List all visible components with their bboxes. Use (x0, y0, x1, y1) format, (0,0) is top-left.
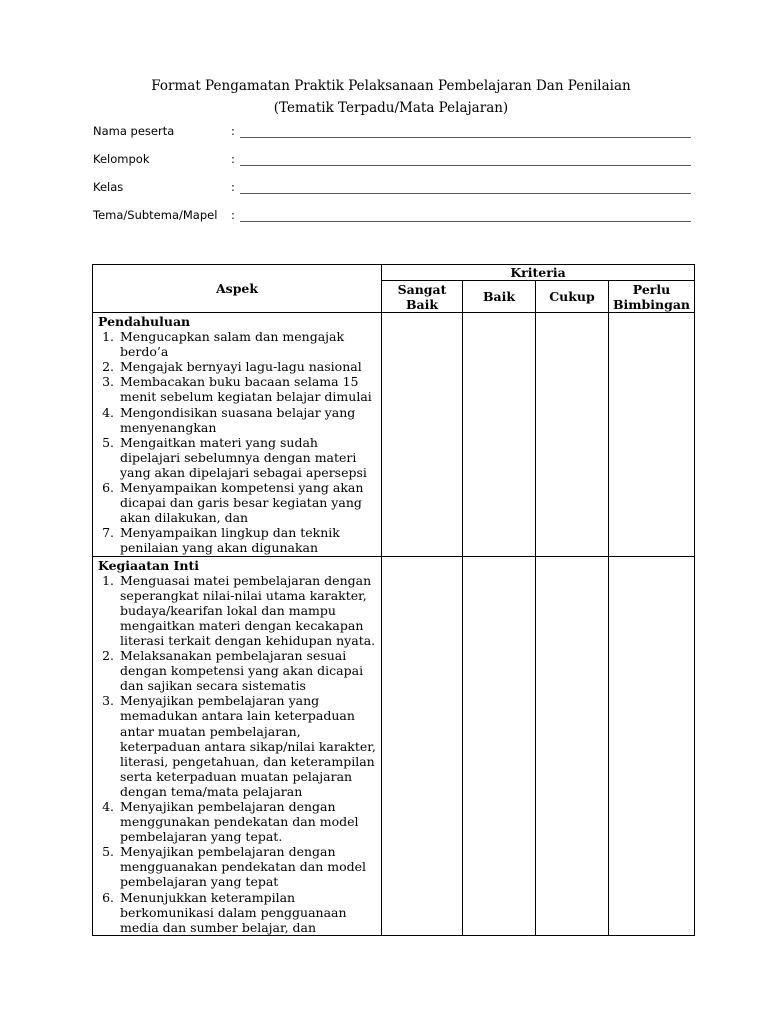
field-kelompok[interactable] (93, 152, 693, 172)
list-item: 6. Menyampaikan kompetensi yang akan dicapai dan garis besar kegiatan yang akan dilakukan, dan (118, 480, 377, 525)
field-colon: : (231, 180, 235, 194)
table-row-kegiatan-inti (93, 556, 695, 935)
table-row-pendahuluan (93, 313, 695, 557)
document-title: Format Pengamatan Praktik Pelaksanaan Pembelajaran Dan Penilaian (151, 78, 631, 94)
aspek-header: Aspek (93, 265, 382, 313)
list-item: 4. Mengondisikan suasana belajar yang menyenangkan (118, 405, 377, 435)
document-subtitle: (Tematik Terpadu/Mata Pelajaran) (273, 100, 509, 116)
observation-table (92, 264, 695, 936)
score-cell-perlu-bimbingan[interactable] (609, 313, 695, 557)
score-cell-cukup[interactable] (536, 313, 609, 557)
field-tema-subtema-mapel[interactable] (93, 208, 693, 228)
section-title: Pendahuluan (98, 314, 191, 329)
score-cell-cukup[interactable] (536, 556, 609, 935)
list-item: 1. Mengucapkan salam dan mengajak berdo’a (118, 329, 377, 359)
score-cell-baik[interactable] (463, 313, 536, 557)
field-kelas[interactable] (93, 180, 693, 200)
field-underline[interactable] (240, 165, 691, 166)
section-title: Kegiaatan Inti (98, 557, 200, 573)
field-nama-peserta[interactable] (93, 124, 693, 144)
list-item: 2. Mengajak bernyayi lagu-lagu nasional (118, 359, 377, 374)
list-item: 5. Menyajikan pembelajaran dengan mengguanakan pendekatan dan model pembelajaran yang tepat (118, 844, 377, 889)
list-item: 1. Menguasai matei pembelajaran dengan seperangkat nilai-nilai utama karakter, budaya/kearifan lokal dan mampu mengaitkan materi dengan kecakapan literasi terkait dengan kehidupan nyata. (118, 573, 377, 648)
list-item: 7. Menyampaikan lingkup dan teknik penilaian yang akan digunakan (118, 525, 377, 555)
field-colon: : (231, 208, 235, 222)
criteria-perlu-bimbingan: Perlu Bimbingan (609, 281, 695, 313)
field-colon: : (231, 124, 235, 138)
criteria-cukup: Cukup (536, 281, 609, 313)
score-cell-perlu-bimbingan[interactable] (609, 556, 695, 935)
score-cell-sangat-baik[interactable] (382, 556, 463, 935)
criteria-sangat-baik: Sangat Baik (382, 281, 463, 313)
list-item: 2. Melaksanakan pembelajaran sesuai dengan kompetensi yang akan dicapai dan sajikan secara sistematis (118, 648, 377, 693)
score-cell-sangat-baik[interactable] (382, 313, 463, 557)
list-item: 3. Membacakan buku bacaan selama 15 menit sebelum kegiatan belajar dimulai (118, 374, 377, 404)
field-label: Nama peserta (93, 124, 175, 138)
field-underline[interactable] (240, 137, 691, 138)
criteria-baik: Baik (463, 281, 536, 313)
aspek-list (98, 329, 377, 555)
aspek-list (98, 573, 377, 935)
list-item: 5. Mengaitkan materi yang sudah dipelajari sebelumnya dengan materi yang akan dipelajari sebagai apersepsi (118, 435, 377, 480)
list-item: 3. Menyajikan pembelajaran yang memadukan antara lain keterpaduan antar muatan pembelajaran, keterpaduan antara sikap/nilai karakter, literasi, pengetahuan, dan keterampilan serta keterpaduan muatan pelajaran dengan tema/mata pelajaran (118, 693, 377, 799)
table-header-row (93, 265, 695, 281)
field-label: Kelompok (93, 152, 150, 166)
field-underline[interactable] (240, 193, 691, 194)
field-underline[interactable] (240, 221, 691, 222)
score-cell-baik[interactable] (463, 556, 536, 935)
kriteria-header: Kriteria (382, 265, 695, 281)
field-colon: : (231, 152, 235, 166)
field-label: Kelas (93, 180, 124, 194)
aspek-cell (93, 313, 382, 557)
field-label: Tema/Subtema/Mapel (93, 208, 218, 222)
list-item: 6. Menunjukkan keterampilan berkomunikasi dalam pengguanaan media dan sumber belajar, dan (118, 890, 377, 935)
list-item: 4. Menyajikan pembelajaran dengan menggunakan pendekatan dan model pembelajaran yang tepat. (118, 799, 377, 844)
aspek-cell (93, 556, 382, 935)
